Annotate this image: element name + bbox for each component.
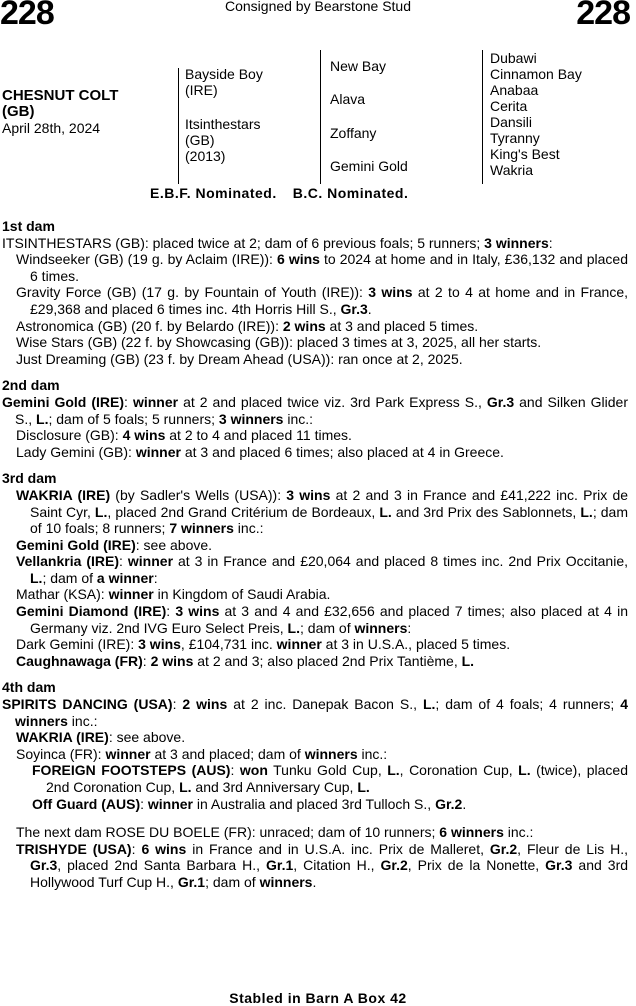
pedigree-divider (320, 50, 321, 184)
ancestor-name: Anabaa (490, 82, 539, 98)
bold-text: FOREIGN FOOTSTEPS (AUS) (32, 762, 231, 779)
bold-text: Off Guard (AUS) (32, 795, 141, 812)
dam-country: (GB) (185, 132, 215, 148)
sire-country: (IRE) (185, 82, 218, 98)
bold-text: L. (387, 762, 400, 779)
bold-text: 2 wins (150, 652, 194, 669)
produce-record: Gravity Force (GB) (17 g. by Fountain of Youth (IRE)): 3 wins at 2 to 4 at home and in France, £29,368 and placed 6 times inc. 4th Horris Hill S., Gr.3. (16, 284, 629, 317)
bold-text: WAKRIA (IRE) (16, 486, 111, 503)
ancestor-name: Cinnamon Bay (490, 66, 582, 82)
produce-record: Wise Stars (GB) (22 f. by Showcasing (GB)): placed 3 times at 3, 2025, all her starts. (16, 334, 542, 351)
bold-text: winner (105, 745, 151, 762)
bold-text: 6 winners (439, 824, 504, 841)
pedigree-divider (482, 50, 483, 184)
produce-record: Gemini Gold (IRE): winner at 2 and placed twice viz. 3rd Park Express S., Gr.3 and Silken Glider S., L.; dam of 5 foals; 5 runners; 3 winners inc.: (2, 393, 628, 427)
pedigree-sire-sire: New Bay (330, 58, 387, 74)
section-heading: 2nd dam (2, 377, 60, 394)
dam-year: (2013) (185, 148, 226, 164)
produce-record: WAKRIA (IRE): see above. (16, 729, 186, 746)
bold-text: 3 winners (484, 234, 549, 251)
pedigree-divider (178, 68, 179, 184)
bold-text: winners (354, 619, 408, 636)
bold-text: 3 wins (368, 284, 413, 301)
bold-text: Caughnawaga (FR) (16, 652, 143, 669)
produce-record: Caughnawaga (FR): 2 wins at 2 and 3; also placed 2nd Prix Tantième, L. (16, 652, 475, 669)
bold-text: L. (422, 696, 436, 713)
bold-text: L. (287, 619, 300, 636)
bold-text: Gr.3 (486, 393, 515, 410)
bold-text: winner (127, 553, 174, 570)
bold-text: L. (357, 779, 370, 795)
catalogue-page-body (2, 218, 628, 891)
produce-record: WAKRIA (IRE) (by Sadler's Wells (USA)): 3 wins at 2 and 3 in France and £41,222 inc. Prix de Saint Cyr, L., placed 2nd Grand Critérium de Bordeaux, L. and 3rd Prix des Sablonnets, L.; dam of 10 foals; 8 runners; 7 winners inc.: (16, 486, 629, 537)
bold-text: L. (94, 503, 108, 520)
bold-text: 4 winners (15, 696, 629, 729)
bold-text: Gr.2 (380, 857, 408, 874)
pedigree-sire-dam: Alava (330, 91, 366, 107)
bold-text: winner (147, 795, 194, 812)
dam-name: Itsinthestars (185, 116, 261, 132)
bold-text: Gr.3 (340, 300, 368, 317)
section-heading: 1st dam (2, 218, 55, 234)
horse-description (2, 88, 118, 136)
bold-text: winner (108, 586, 154, 603)
produce-record: TRISHYDE (USA): 6 wins in France and in U.S.A. inc. Prix de Malleret, Gr.2, Fleur de Lis H., Gr.3, placed 2nd Santa Barbara H., Gr.1, Citation H., Gr.2, Prix de la Nonette, Gr.3 and 3rd Hollywood Turf Cup H., Gr.1; dam of winners. (16, 840, 629, 890)
produce-record: Lady Gemini (GB): winner at 3 and placed 6 times; also placed at 4 in Greece. (16, 443, 504, 460)
bold-text: Gr.2 (489, 840, 518, 857)
bold-text: Gemini Gold (IRE) (2, 393, 125, 410)
bold-text: 3 wins (138, 636, 181, 653)
bold-text: Gr.2 (435, 795, 463, 812)
bold-text: winners (304, 745, 358, 762)
ebf-nomination: E.B.F. Nominated. (150, 185, 277, 201)
produce-record: SPIRITS DANCING (USA): 2 wins at 2 inc. Danepak Bacon S., L.; dam of 4 foals; 4 runners; 4 winners inc.: (2, 696, 629, 729)
produce-record: Off Guard (AUS): winner in Australia and placed 3rd Tulloch S., Gr.2. (32, 795, 467, 812)
ancestor-name: Wakria (490, 162, 534, 178)
bold-text: Gemini Gold (IRE) (16, 536, 136, 553)
produce-record: Disclosure (GB): 4 wins at 2 to 4 and placed 11 times. (16, 427, 352, 444)
produce-record: Vellankria (IRE): winner at 3 in France and £20,064 and placed 8 times inc. 2nd Prix Occitanie, L.; dam of a winner: (16, 553, 629, 586)
produce-record: Mathar (KSA): winner in Kingdom of Saudi Arabia. (16, 586, 331, 603)
bold-text: TRISHYDE (USA) (16, 840, 132, 857)
produce-record: Gemini Gold (IRE): see above. (16, 536, 213, 553)
section-heading: 3rd dam (2, 470, 57, 487)
lot-number: 228 (0, 0, 54, 32)
bold-text: L. (518, 762, 531, 779)
pedigree-dam (185, 116, 260, 164)
bold-text: 3 wins (286, 486, 331, 503)
bold-text: 2 wins (282, 317, 326, 334)
ancestor-name: Dansili (490, 114, 533, 130)
produce-record: Windseeker (GB) (19 g. by Aclaim (IRE)): 6 wins to 2024 at home and in Italy, £36,132 and placed 6 times. (16, 251, 628, 284)
bold-text: L. (461, 652, 475, 669)
bold-text: winner (135, 443, 181, 460)
ancestor-name: Tyranny (490, 130, 540, 146)
bold-text: Vellankria (IRE) (16, 553, 120, 570)
ancestor-name: King's Best (490, 146, 560, 162)
bold-text: winner (276, 636, 322, 653)
bold-text: SPIRITS DANCING (USA) (2, 696, 173, 713)
bc-nomination: B.C. Nominated. (292, 185, 409, 201)
bold-text: Gemini Diamond (IRE) (16, 603, 167, 620)
produce-record: The next dam ROSE DU BOELE (FR): unraced; dam of 10 runners; 6 winners inc.: (16, 824, 534, 841)
bold-text: 3 winners (218, 410, 284, 427)
bold-text: Gr.1 (177, 873, 206, 890)
stabling-info: Stabled in Barn A Box 42 (229, 990, 407, 1006)
bold-text: 4 wins (122, 427, 166, 444)
nominations (150, 185, 424, 201)
pedigree-dam-dam: Gemini Gold (330, 158, 408, 174)
consignor: Consigned by Bearstone Stud (224, 0, 411, 14)
bold-text: Gr.3 (30, 857, 58, 874)
bold-text: WAKRIA (IRE) (16, 729, 109, 746)
bold-text: L. (179, 779, 192, 795)
produce-record: Dark Gemini (IRE): 3 wins, £104,731 inc. winner at 3 in U.S.A., placed 5 times. (16, 636, 511, 653)
bold-text: won (239, 762, 268, 779)
pedigree-sire (185, 66, 263, 98)
ancestor-name: Dubawi (490, 50, 537, 66)
bold-text: 7 winners (169, 520, 234, 537)
bold-text: winners (259, 873, 313, 890)
lot-number-right: 228 (576, 0, 630, 32)
produce-record: Astronomica (GB) (20 f. by Belardo (IRE)): 2 wins at 3 and placed 5 times. (16, 317, 479, 334)
horse-country: (GB) (2, 103, 35, 120)
bold-text: L. (36, 410, 49, 427)
bold-text: 6 wins (276, 251, 320, 268)
produce-record: Gemini Diamond (IRE): 3 wins at 3 and 4 and £32,656 and placed 7 times; also placed at 4 in Germany viz. 2nd IVG Euro Select Preis, L.; dam of winners: (16, 603, 628, 636)
bold-text: 2 wins (182, 696, 228, 713)
bold-text: L. (30, 569, 43, 586)
bold-text: 6 wins (141, 840, 187, 857)
ancestor-name: Cerita (490, 98, 528, 114)
produce-record: Just Dreaming (GB) (23 f. by Dream Ahead (USA)): ran once at 2, 2025. (16, 350, 463, 367)
bold-text: Gr.3 (545, 857, 573, 874)
sex-colour: CHESNUT COLT (2, 87, 119, 104)
bold-text: L. (580, 503, 593, 520)
produce-record: FOREIGN FOOTSTEPS (AUS): won Tunku Gold Cup, L., Coronation Cup, L. (twice), placed 2nd Coronation Cup, L. and 3rd Anniversary Cup, L. (32, 762, 628, 795)
bold-text: a winner (96, 569, 154, 586)
pedigree-dam-sire: Zoffany (330, 125, 377, 141)
produce-record: Soyinca (FR): winner at 3 and placed; dam of winners inc.: (16, 745, 388, 762)
sire-name: Bayside Boy (185, 66, 263, 82)
pedigree-fourth-generation (490, 50, 582, 178)
bold-text: 3 wins (175, 603, 220, 620)
bold-text: L. (379, 503, 392, 520)
bold-text: winner (132, 393, 179, 410)
produce-record: ITSINTHESTARS (GB): placed twice at 2; dam of 6 previous foals; 5 runners; 3 winners: (2, 234, 553, 251)
spacer (2, 812, 628, 824)
foaling-date: April 28th, 2024 (2, 120, 101, 136)
bold-text: Gr.1 (266, 857, 294, 874)
section-heading: 4th dam (2, 679, 56, 696)
